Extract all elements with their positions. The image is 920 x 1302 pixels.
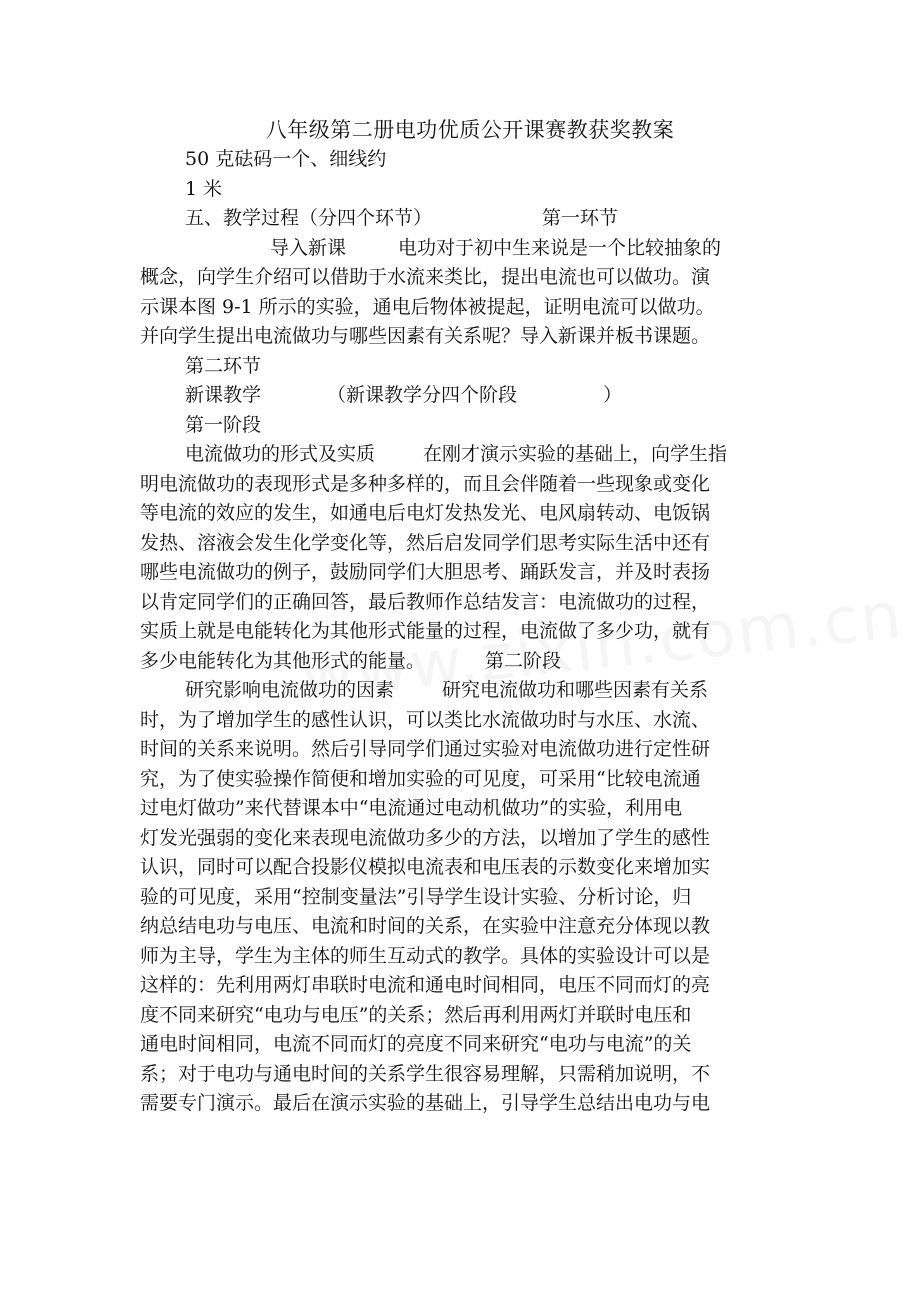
text-line: 新课教学 （新课教学分四个阶段 ） bbox=[185, 384, 623, 406]
document-body bbox=[140, 145, 790, 1119]
text-line: 明电流做功的表现形式是多种多样的，而且会伴随着一些现象或变化 bbox=[140, 472, 711, 495]
phase-heading: 第一阶段 bbox=[185, 413, 262, 436]
phase-heading: 第二阶段 bbox=[485, 649, 562, 672]
text-line: 这样的：先利用两灯串联时电流和通电时间相同，电压不同而灯的亮 bbox=[140, 974, 711, 996]
subheading: 新课教学 bbox=[185, 384, 262, 406]
text-line: 时间的关系来说明。然后引导同学们通过实验对电流做功进行定性研 bbox=[140, 738, 711, 760]
text-line: 通电时间相同，电流不同而灯的亮度不同来研究“电功与电流”的关 bbox=[140, 1033, 692, 1055]
text-line: 灯发光强弱的变化来表现电流做功多少的方法，以增加了学生的感性 bbox=[140, 826, 711, 849]
text-line: 过电灯做功”来代替课本中“电流通过电动机做功”的实验，利用电 bbox=[140, 797, 683, 819]
subheading: 电流做功的形式及实质 bbox=[185, 443, 376, 465]
text-line: 以肯定同学们的正确回答，最后教师作总结发言：电流做功的过程， bbox=[140, 590, 711, 613]
text-line: 研究影响电流做功的因素 研究电流做功和哪些因素有关系 bbox=[185, 679, 709, 701]
text-line: 实质上就是电能转化为其他形式能量的过程，电流做了多少功，就有 bbox=[140, 620, 711, 642]
text-line: 导入新课 电功对于初中生来说是一个比较抽象的 bbox=[270, 236, 722, 259]
subheading: 研究影响电流做功的因素 bbox=[185, 679, 395, 701]
text-line: 度不同来研究“电功与电压”的关系；然后再利用两灯并联时电压和 bbox=[140, 1003, 692, 1026]
stage-heading: 第二环节 bbox=[185, 354, 262, 377]
text-line: 等电流的效应的发生，如通电后电灯发热发光、电风扇转动、电饭锅 bbox=[140, 502, 711, 524]
text-line: 50 克砝码一个、细线约 bbox=[185, 148, 387, 170]
stage-heading: 第一环节 bbox=[542, 207, 619, 229]
text-line: 1 米 bbox=[185, 177, 223, 200]
text-line bbox=[140, 204, 790, 234]
text-line: 究，为了使实验操作简便和增加实验的可见度，可采用“比较电流通 bbox=[140, 767, 701, 790]
section-heading: 五、教学过程（分四个环节） bbox=[185, 207, 433, 229]
subheading: 导入新课 bbox=[270, 236, 347, 259]
text-line: 概念，向学生介绍可以借助于水流来类比，提出电流也可以做功。演 bbox=[140, 266, 711, 288]
text-line: 认识，同时可以配合投影仪模拟电流表和电压表的示数变化来增加实 bbox=[140, 856, 711, 878]
text-line: 多少电能转化为其他形式的能量。 第二阶段 bbox=[140, 649, 562, 672]
text-line: 需要专门演示。最后在演示实验的基础上，引导学生总结出电功与电 bbox=[140, 1092, 711, 1114]
text-line: 电流做功的形式及实质 在刚才演示实验的基础上，向学生指 bbox=[185, 443, 728, 465]
text-line: 师为主导，学生为主体的师生互动式的教学。具体的实验设计可以是 bbox=[140, 944, 711, 967]
text-line bbox=[140, 352, 790, 382]
text-line: 并向学生提出电流做功与哪些因素有关系呢？导入新课并板书课题。 bbox=[140, 325, 711, 347]
text-line: 发热、溶液会发生化学变化等，然后启发同学们思考实际生活中还有 bbox=[140, 531, 711, 554]
text-line: 纳总结电功与电压、电流和时间的关系，在实验中注意充分体现以教 bbox=[140, 915, 711, 937]
text-line: 时，为了增加学生的感性认识，可以类比水流做功时与水压、水流、 bbox=[140, 708, 711, 731]
document-title: 八年级第二册电功优质公开课赛教获奖教案 bbox=[265, 118, 675, 142]
text-line bbox=[140, 411, 790, 441]
text-line: 哪些电流做功的例子，鼓励同学们大胆思考、踊跃发言，并及时表扬 bbox=[140, 561, 711, 583]
text-line: 示课本图 9-1 所示的实验，通电后物体被提起，证明电流可以做功。 bbox=[140, 295, 715, 318]
text-line: 系；对于电功与通电时间的关系学生很容易理解，只需稍加说明，不 bbox=[140, 1062, 711, 1085]
text-line: 验的可见度，采用“控制变量法”引导学生设计实验、分析讨论，归 bbox=[140, 885, 692, 908]
